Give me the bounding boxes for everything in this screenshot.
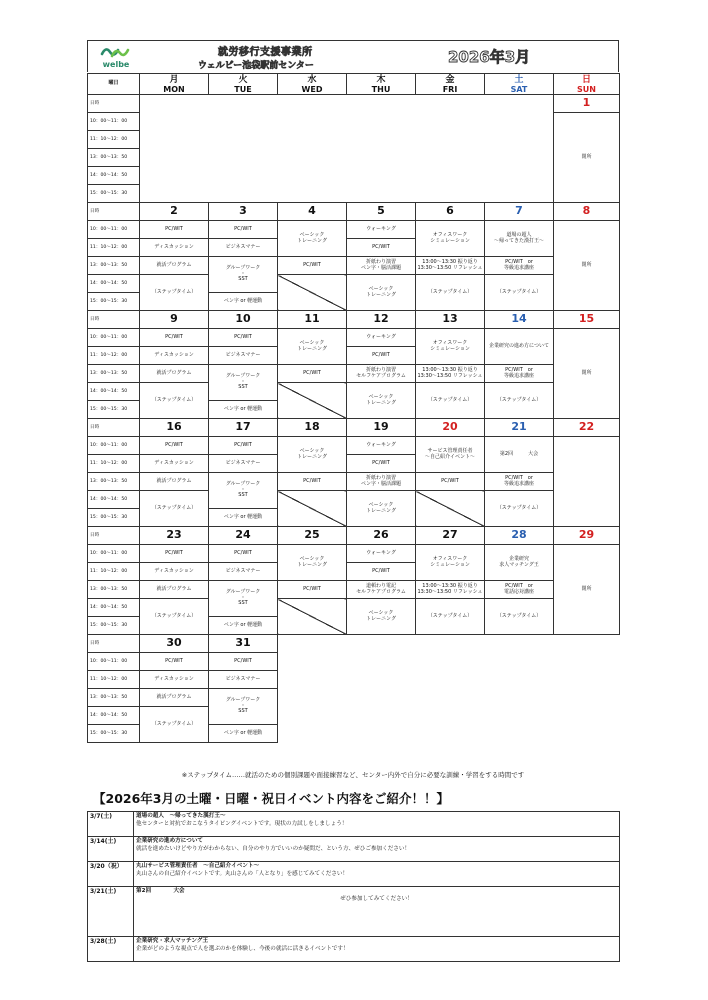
date-18: 18: [278, 419, 347, 437]
time-slot: 10：00～11：00: [88, 653, 140, 671]
schedule-calendar: [87, 40, 620, 743]
time-slot: 15：00～15：30: [88, 293, 140, 311]
program-cell: グループワーク ・ SST: [209, 581, 278, 617]
program-cell: ペン字 or 軽運動: [209, 401, 278, 419]
date-10: 10: [209, 311, 278, 329]
program-cell: グループワーク ・ SST: [209, 473, 278, 509]
date-16: 16: [140, 419, 209, 437]
event-cell: 道場の超人 ～帰ってきた漢打王～: [485, 221, 554, 257]
event-cell: 企業研究の進め方について: [485, 329, 554, 365]
date-26: 26: [347, 527, 416, 545]
program-cell: 就活プログラム: [140, 365, 209, 383]
event-cell: サービス管理責任者 ～自己紹介イベント～: [416, 437, 485, 473]
program-cell: （ステップタイム）: [140, 383, 209, 419]
time-slot: 15：00～15：30: [88, 617, 140, 635]
date-4: 4: [278, 203, 347, 221]
event-date: 3/14(土): [88, 837, 134, 862]
week5-date-row: [88, 527, 620, 545]
program-cell: 道頓わり電記 セルフケアプログラム: [347, 581, 416, 599]
time-slot: 14：00～14：50: [88, 275, 140, 293]
program-cell: ディスカッション: [140, 239, 209, 257]
events-table: [87, 811, 620, 962]
event-title: 第2回 大会: [136, 888, 185, 894]
program-cell: PC/WIT: [347, 563, 416, 581]
weekday-sat: 土 SAT: [485, 74, 554, 95]
month-title: 2026年3月: [448, 48, 531, 66]
program-cell: PC/WIT: [140, 653, 209, 671]
time-slot: 13：00～13：50: [88, 473, 140, 491]
week1-date-row: [88, 95, 620, 113]
event-date: 3/7(土): [88, 812, 134, 837]
program-cell: ビジネスマナー: [209, 239, 278, 257]
sunday-blank: [554, 437, 620, 527]
time-slot: 11：10～12：00: [88, 671, 140, 689]
event-cell: 企業研究 求人マッチング王: [485, 545, 554, 581]
event-description: 就活を進めたいけどやり方がわからない、自分のやり方でいいのか疑問だ、という方、ぜひご参加ください！: [136, 845, 411, 852]
program-cell: ベーシック トレーニング: [347, 275, 416, 311]
program-cell: （ステップタイム）: [485, 383, 554, 419]
date-1: 1: [554, 95, 620, 113]
time-slot: 10：00～11：00: [88, 221, 140, 239]
date-25: 25: [278, 527, 347, 545]
event-title: 企業研究の進め方について: [136, 838, 204, 844]
program-cell: （ステップタイム）: [140, 599, 209, 635]
program-cell: （ステップタイム）: [140, 491, 209, 527]
welbe-logo: [96, 44, 136, 71]
week3-date-row: [88, 311, 620, 329]
time-slot: 10：00～11：00: [88, 545, 140, 563]
date-29: 29: [554, 527, 620, 545]
program-cell: オフィスワーク シミュレーション: [416, 545, 485, 581]
event-row: [88, 937, 620, 962]
program-cell: （ステップタイム）: [140, 275, 209, 311]
time-slot: 13：00～13：50: [88, 257, 140, 275]
program-cell: ペン字 or 軽運動: [209, 617, 278, 635]
week4-date-row: [88, 419, 620, 437]
program-cell: PC/WIT: [140, 329, 209, 347]
date-28: 28: [485, 527, 554, 545]
time-header: 日時: [88, 95, 140, 113]
event-row: [88, 887, 620, 937]
date-23: 23: [140, 527, 209, 545]
program-cell: （ステップタイム）: [140, 707, 209, 743]
program-cell: PC/WIT or 電話応対講座: [485, 581, 554, 599]
event-row: [88, 812, 620, 837]
program-cell: ベーシック トレーニング: [278, 329, 347, 365]
center-name-title: ウェルビー池袋駅前センター: [198, 61, 314, 71]
time-slot: 14：00～14：50: [88, 167, 140, 185]
event-cell: 第2回 大会: [485, 437, 554, 473]
time-slot: 14：00～14：50: [88, 491, 140, 509]
month-end-blank: [278, 635, 620, 743]
event-description: ぜひ参加してみてください！: [340, 895, 413, 902]
program-cell: ビジネスマナー: [209, 563, 278, 581]
calendar-title-bar: [87, 40, 619, 72]
program-cell: PC/WIT: [140, 437, 209, 455]
program-cell: （ステップタイム）: [416, 383, 485, 419]
program-cell: （ステップタイム）: [485, 491, 554, 527]
time-slot: 14：00～14：50: [88, 383, 140, 401]
time-slot: 11：10～12：00: [88, 563, 140, 581]
program-cell: ウォーキング: [347, 437, 416, 455]
time-slot: 11：10～12：00: [88, 131, 140, 149]
time-slot: 15：00～15：30: [88, 401, 140, 419]
event-date: 3/28(土): [88, 937, 134, 962]
date-15: 15: [554, 311, 620, 329]
date-27: 27: [416, 527, 485, 545]
date-24: 24: [209, 527, 278, 545]
time-slot: 11：10～12：00: [88, 347, 140, 365]
no-program-cell: [278, 491, 347, 527]
program-cell: ベーシック トレーニング: [347, 599, 416, 635]
program-cell: PC/WIT: [140, 221, 209, 239]
program-cell: 折紙わり演習 セルフケアプログラム: [347, 365, 416, 383]
program-cell: 就活プログラム: [140, 689, 209, 707]
program-cell: ディスカッション: [140, 671, 209, 689]
program-cell: （ステップタイム）: [416, 599, 485, 635]
program-cell: PC/WIT: [278, 581, 347, 599]
program-cell: ベーシック トレーニング: [278, 221, 347, 257]
logo-text: welbe: [102, 60, 130, 69]
program-cell: ペン字 or 軽運動: [209, 293, 278, 311]
program-cell: ベーシック トレーニング: [278, 545, 347, 581]
event-row: [88, 837, 620, 862]
program-cell: 13:00～13:30 振り返り 13:30～13:50 リフレッシュ: [416, 581, 485, 599]
time-header: 日時: [88, 635, 140, 653]
program-cell: PC/WIT: [347, 347, 416, 365]
date-21: 21: [485, 419, 554, 437]
weekday-header-row: [88, 74, 620, 95]
time-slot: 15：00～15：30: [88, 509, 140, 527]
program-cell: PC/WIT: [209, 329, 278, 347]
program-cell: オフィスワーク シミュレーション: [416, 329, 485, 365]
time-header: 日時: [88, 203, 140, 221]
program-cell: ペン字 or 軽運動: [209, 509, 278, 527]
date-20: 20: [416, 419, 485, 437]
closed-text: 閉所: [554, 221, 620, 311]
program-cell: PC/WIT or 等級追求講座: [485, 473, 554, 491]
no-program-cell: [278, 275, 347, 311]
time-slot: 10：00～11：00: [88, 329, 140, 347]
time-header: 日時: [88, 419, 140, 437]
program-cell: PC/WIT: [209, 545, 278, 563]
time-header: 日時: [88, 527, 140, 545]
program-cell: ベーシック トレーニング: [278, 437, 347, 473]
program-cell: 就活プログラム: [140, 581, 209, 599]
program-cell: PC/WIT: [278, 365, 347, 383]
program-cell: PC/WIT or 等級追求講座: [485, 365, 554, 383]
program-cell: PC/WIT: [209, 221, 278, 239]
program-cell: ウォーキング: [347, 545, 416, 563]
time-slot: 15：00～15：30: [88, 185, 140, 203]
event-title: 企業研究・求人マッチング王: [136, 938, 209, 944]
program-cell: PC/WIT: [347, 455, 416, 473]
date-9: 9: [140, 311, 209, 329]
date-7: 7: [485, 203, 554, 221]
closed-text: 閉所: [554, 329, 620, 419]
weekday-fri: 金 FRI: [416, 74, 485, 95]
event-description: 他センターと対抗でおこなうタイピングイベントです。現状の力試しをしましょう！: [136, 820, 348, 827]
program-cell: 折紙わり演習 ペン字・脳活課題: [347, 473, 416, 491]
date-30: 30: [140, 635, 209, 653]
no-program-cell: [416, 491, 485, 527]
event-description: 企業がどのような視点で人を選ぶのかを体験し、今後の就活に活きるイベントです！: [136, 945, 349, 952]
date-14: 14: [485, 311, 554, 329]
weekday-sun: 日 SUN: [554, 74, 620, 95]
program-cell: （ステップタイム）: [485, 599, 554, 635]
program-cell: ビジネスマナー: [209, 455, 278, 473]
program-cell: ビジネスマナー: [209, 347, 278, 365]
time-slot: 10：00～11：00: [88, 113, 140, 131]
program-cell: PC/WIT: [416, 473, 485, 491]
time-slot: 14：00～14：50: [88, 707, 140, 725]
date-2: 2: [140, 203, 209, 221]
week6-date-row: [88, 635, 620, 653]
program-cell: 13:00～13:30 振り返り 13:30～13:50 リフレッシュ: [416, 365, 485, 383]
event-date: 3/20（祝）: [88, 862, 134, 887]
time-slot: 11：10～12：00: [88, 455, 140, 473]
date-31: 31: [209, 635, 278, 653]
date-6: 6: [416, 203, 485, 221]
event-description: 丸山さんの自己紹介イベントです。丸山さんの「人となり」を感じてみてください！: [136, 870, 349, 877]
time-slot: 11：10～12：00: [88, 239, 140, 257]
program-cell: ディスカッション: [140, 455, 209, 473]
program-cell: ペン字 or 軽運動: [209, 725, 278, 743]
date-3: 3: [209, 203, 278, 221]
date-11: 11: [278, 311, 347, 329]
event-title: 道場の超人 ～帰ってきた漢打王～: [136, 813, 226, 819]
program-cell: PC/WIT: [209, 653, 278, 671]
wave-logo-icon: [96, 44, 136, 60]
weekday-tue: 火 TUE: [209, 74, 278, 95]
step-time-footnote: ※ステップタイム……就活のための個別課題や面接練習など、センター内外で自分に必要な訓練・学習をする時間です: [181, 771, 525, 779]
program-cell: 就活プログラム: [140, 257, 209, 275]
program-cell: PC/WIT: [140, 545, 209, 563]
program-cell: （ステップタイム）: [416, 275, 485, 311]
program-cell: PC/WIT: [347, 239, 416, 257]
program-cell: 就活プログラム: [140, 473, 209, 491]
event-date: 3/21(土): [88, 887, 134, 937]
date-8: 8: [554, 203, 620, 221]
program-cell: （ステップタイム）: [485, 275, 554, 311]
time-slot: 13：00～13：50: [88, 581, 140, 599]
office-type-title: 就労移行支援事業所: [218, 47, 313, 58]
time-slot: 14：00～14：50: [88, 599, 140, 617]
program-cell: ベーシック トレーニング: [347, 383, 416, 419]
weekday-label: 曜日: [88, 74, 140, 95]
no-program-cell: [278, 383, 347, 419]
weekday-mon: 月 MON: [140, 74, 209, 95]
date-19: 19: [347, 419, 416, 437]
time-slot: 13：00～13：50: [88, 149, 140, 167]
program-cell: グループワーク ・ SST: [209, 257, 278, 293]
program-cell: PC/WIT: [278, 473, 347, 491]
event-title: 丸山サービス管理責任者 ～自己紹介イベント～: [136, 863, 260, 869]
program-cell: グループワーク ・ SST: [209, 365, 278, 401]
closed-text: 閉所: [554, 545, 620, 635]
program-cell: ビジネスマナー: [209, 671, 278, 689]
program-cell: ベーシック トレーニング: [347, 491, 416, 527]
program-cell: ディスカッション: [140, 347, 209, 365]
program-cell: オフィスワーク シミュレーション: [416, 221, 485, 257]
date-5: 5: [347, 203, 416, 221]
program-cell: PC/WIT: [209, 437, 278, 455]
program-cell: PC/WIT: [278, 257, 347, 275]
weekday-thu: 木 THU: [347, 74, 416, 95]
program-cell: ウォーキング: [347, 329, 416, 347]
program-cell: グループワーク ・ SST: [209, 689, 278, 725]
program-cell: ディスカッション: [140, 563, 209, 581]
program-cell: 折紙わり演習 ペン字・脳活課題: [347, 257, 416, 275]
time-slot: 13：00～13：50: [88, 689, 140, 707]
no-program-cell: [278, 599, 347, 635]
time-slot: 10：00～11：00: [88, 437, 140, 455]
week1-blank: [140, 95, 554, 203]
date-12: 12: [347, 311, 416, 329]
time-header: 日時: [88, 311, 140, 329]
program-cell: PC/WIT or 等級追求講座: [485, 257, 554, 275]
time-slot: 15：00～15：30: [88, 725, 140, 743]
closed-text: 閉所: [554, 113, 620, 203]
program-cell: ウォーキング: [347, 221, 416, 239]
date-13: 13: [416, 311, 485, 329]
time-slot: 13：00～13：50: [88, 365, 140, 383]
week2-date-row: [88, 203, 620, 221]
events-heading: 【2026年3月の土曜・日曜・祝日イベント内容をご紹介！！】: [93, 791, 449, 806]
date-17: 17: [209, 419, 278, 437]
program-cell: 13:00～13:30 振り返り 13:30～13:50 リフレッシュ: [416, 257, 485, 275]
date-22: 22: [554, 419, 620, 437]
event-row: [88, 862, 620, 887]
weekday-wed: 水 WED: [278, 74, 347, 95]
